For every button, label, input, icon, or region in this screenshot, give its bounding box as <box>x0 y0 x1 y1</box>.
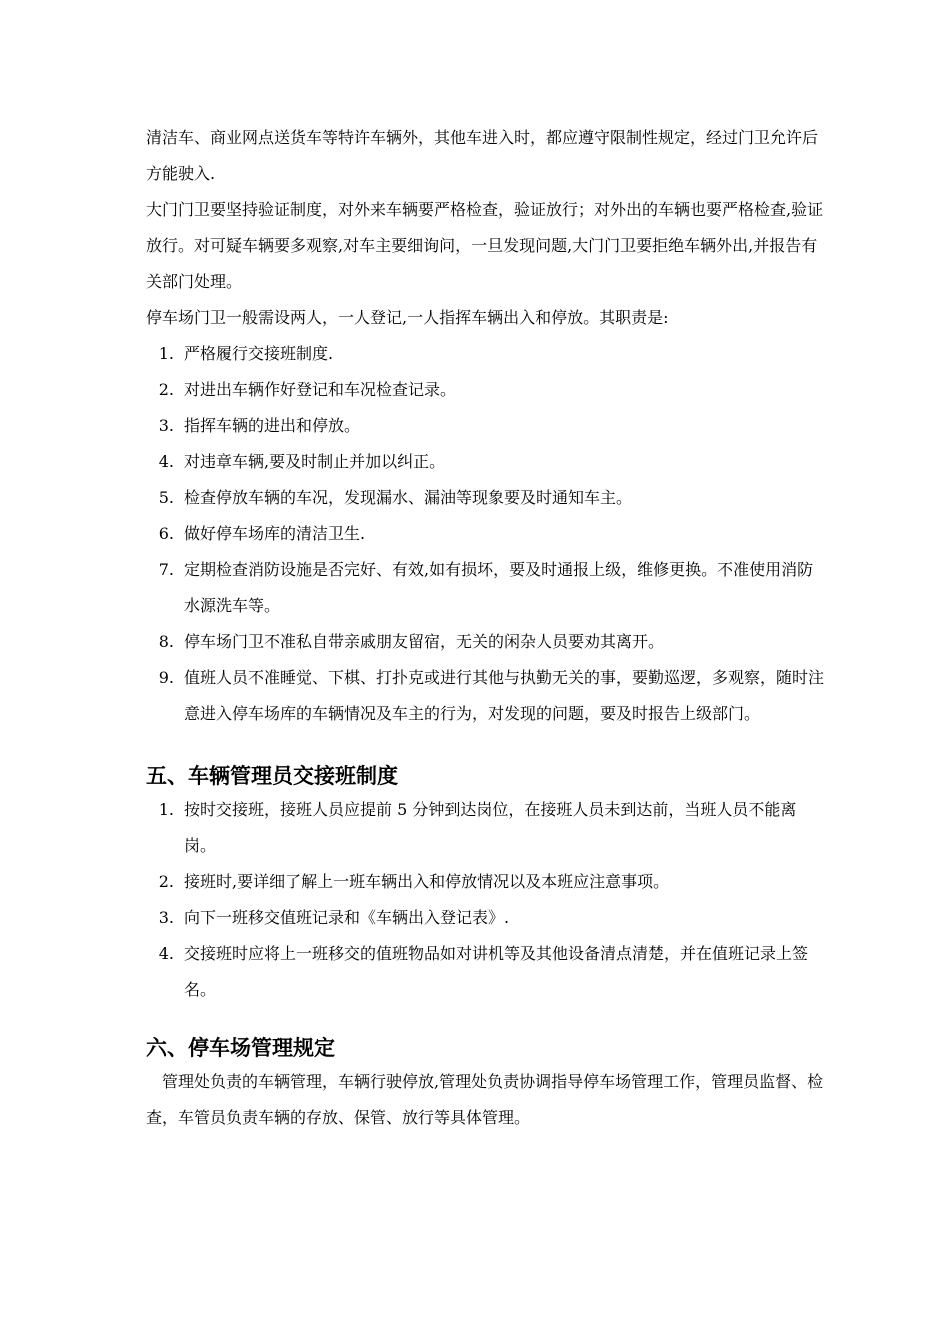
list-item <box>146 792 826 864</box>
list-text: 指挥车辆的进出和停放。 <box>184 416 361 435</box>
list-number: 1. <box>158 344 174 363</box>
list-text: 值班人员不准睡觉、下棋、打扑克或进行其他与执勤无关的事，要勤巡逻，多观察，随时注意进入停车场库的车辆情况及车主的行为，对发现的问题，要及时报告上级部门。 <box>184 668 825 723</box>
list-item <box>146 552 826 624</box>
list-item <box>146 444 826 480</box>
spacer <box>146 732 826 760</box>
list-text: 停车场门卫不准私自带亲戚朋友留宿，无关的闲杂人员要劝其离开。 <box>184 632 665 651</box>
section-6-body: 管理处负责的车辆管理，车辆行驶停放,管理处负责协调指导停车场管理工作，管理员监督、检查，车管员负责车辆的存放、保管、放行等具体管理。 <box>146 1072 824 1127</box>
list-number: 5. <box>158 488 174 507</box>
list-text: 对进出车辆作好登记和车况检查记录。 <box>184 380 457 399</box>
list-text: 严格履行交接班制度. <box>184 344 334 363</box>
list-number: 7. <box>158 560 174 579</box>
list-text: 对违章车辆,要及时制止并加以纠正。 <box>184 452 446 471</box>
list-number: 6. <box>158 524 174 543</box>
list-item <box>146 480 826 516</box>
spacer <box>146 1008 826 1032</box>
list-number: 3. <box>158 908 174 927</box>
list-number: 8. <box>158 632 174 651</box>
list-number: 4. <box>158 944 174 963</box>
duties-list <box>146 336 826 732</box>
list-number: 1. <box>158 800 174 819</box>
list-text: 做好停车场库的清洁卫生. <box>184 524 366 543</box>
document-content <box>146 120 826 1136</box>
list-item <box>146 516 826 552</box>
list-text: 检查停放车辆的车况，发现漏水、漏油等现象要及时通知车主。 <box>184 488 633 507</box>
list-text: 定期检查消防设施是否完好、有效,如有损坏，要及时通报上级，维修更换。不准使用消防水源洗车等。 <box>184 560 814 615</box>
list-number: 9. <box>158 668 174 687</box>
list-text: 按时交接班，接班人员应提前 5 分钟到达岗位，在接班人员未到达前，当班人员不能离岗。 <box>184 800 797 855</box>
list-text: 接班时,要详细了解上一班车辆出入和停放情况以及本班应注意事项。 <box>184 872 670 891</box>
handover-list <box>146 792 826 1008</box>
list-item <box>146 408 826 444</box>
list-item <box>146 624 826 660</box>
list-item <box>146 372 826 408</box>
list-text: 交接班时应将上一班移交的值班物品如对讲机等及其他设备清点清楚，并在值班记录上签名。 <box>184 944 809 999</box>
section-6-heading: 六、停车场管理规定 <box>146 1036 335 1060</box>
intro-paragraph-1: 清洁车、商业网点送货车等特许车辆外，其他车进入时，都应遵守限制性规定，经过门卫允许后方能驶入. <box>146 128 819 183</box>
intro-paragraph-2: 大门门卫要坚持验证制度，对外来车辆要严格检查，验证放行；对外出的车辆也要严格检查,验证放行。对可疑车辆要多观察,对车主要细询问，一旦发现问题,大门门卫要拒绝车辆外出,并报告有关部门处理。 <box>146 200 824 291</box>
list-item <box>146 660 826 732</box>
list-item <box>146 900 826 936</box>
list-item <box>146 936 826 1008</box>
list-text: 向下一班移交值班记录和《车辆出入登记表》. <box>184 908 510 927</box>
list-number: 2. <box>158 380 174 399</box>
section-5-heading: 五、车辆管理员交接班制度 <box>146 764 398 788</box>
list-number: 2. <box>158 872 174 891</box>
list-item <box>146 864 826 900</box>
list-item <box>146 336 826 372</box>
list-number: 4. <box>158 452 174 471</box>
intro-paragraph-3: 停车场门卫一般需设两人，一人登记,一人指挥车辆出入和停放。其职责是: <box>146 308 669 327</box>
list-number: 3. <box>158 416 174 435</box>
